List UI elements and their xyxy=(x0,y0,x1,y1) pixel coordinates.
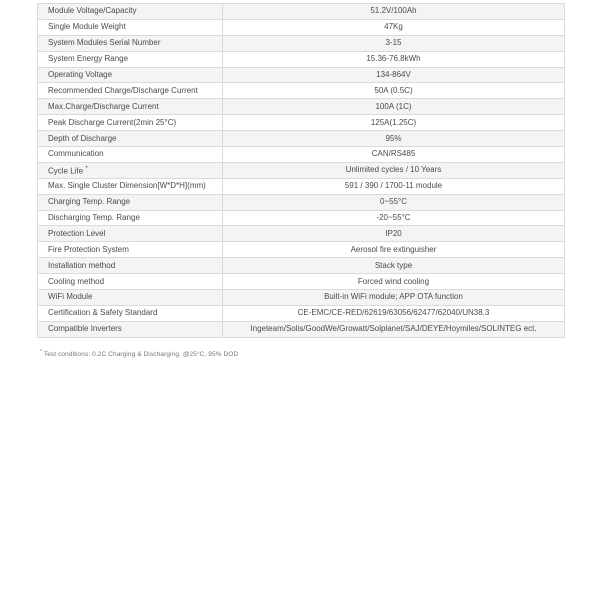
spec-value: CAN/RS485 xyxy=(223,147,565,163)
spec-value: Stack type xyxy=(223,258,565,274)
spec-label: Single Module Weight xyxy=(38,19,223,35)
spec-value: 3-15 xyxy=(223,35,565,51)
spec-label: Max.Charge/Discharge Current xyxy=(38,99,223,115)
footnote-marker-superscript: * xyxy=(85,165,88,172)
spec-label: Max. Single Cluster Dimension[W*D*H](mm) xyxy=(38,178,223,194)
table-row xyxy=(38,4,565,20)
spec-label: Recommended Charge/Discharge Current xyxy=(38,83,223,99)
table-row xyxy=(38,99,565,115)
spec-label: Charging Temp. Range xyxy=(38,194,223,210)
table-row xyxy=(38,67,565,83)
footnote-text: Test conditions: 0.2C Charging & Discharging. @25°C, 95% DOD xyxy=(43,351,239,359)
table-row xyxy=(38,274,565,290)
table-row xyxy=(38,131,565,147)
spec-label: System Modules Serial Number xyxy=(38,35,223,51)
specification-table-body xyxy=(38,4,565,338)
spec-value: IP20 xyxy=(223,226,565,242)
table-row xyxy=(38,258,565,274)
spec-label: Operating Voltage xyxy=(38,67,223,83)
spec-value: 15.36-76.8kWh xyxy=(223,51,565,67)
table-row xyxy=(38,19,565,35)
spec-label: WiFi Module xyxy=(38,290,223,306)
table-row xyxy=(38,35,565,51)
spec-label: Compatible Inverters xyxy=(38,321,223,337)
spec-value: Built-in WiFi module; APP OTA function xyxy=(223,290,565,306)
spec-value: 51.2V/100Ah xyxy=(223,4,565,20)
footnote xyxy=(40,349,238,358)
spec-value: Unlimited cycles / 10 Years xyxy=(223,162,565,178)
specification-table xyxy=(37,3,565,338)
table-row xyxy=(38,83,565,99)
table-row xyxy=(38,147,565,163)
table-row xyxy=(38,305,565,321)
table-row xyxy=(38,178,565,194)
spec-label-cycle-life xyxy=(38,162,223,178)
table-row xyxy=(38,115,565,131)
table-row xyxy=(38,321,565,337)
spec-value: 591 / 390 / 1700-11 module xyxy=(223,178,565,194)
spec-label: Communication xyxy=(38,147,223,163)
spec-value: 100A (1C) xyxy=(223,99,565,115)
table-row xyxy=(38,162,565,178)
spec-value: 134-864V xyxy=(223,67,565,83)
spec-value: Aerosol fire extinguisher xyxy=(223,242,565,258)
spec-label: Fire Protection System xyxy=(38,242,223,258)
spec-label: Certification & Safety Standard xyxy=(38,305,223,321)
spec-value: Ingeteam/Solis/GoodWe/Growatt/Solplanet/SAJ/DEYE/Hoymiles/SOLINTEG ect. xyxy=(223,321,565,337)
spec-label: Protection Level xyxy=(38,226,223,242)
spec-value: 47Kg xyxy=(223,19,565,35)
table-row xyxy=(38,210,565,226)
spec-label: Peak Discharge Current(2min 25°C) xyxy=(38,115,223,131)
spec-value: 0~55°C xyxy=(223,194,565,210)
spec-value: 50A (0.5C) xyxy=(223,83,565,99)
spec-label: Discharging Temp. Range xyxy=(38,210,223,226)
spec-label: Module Voltage/Capacity xyxy=(38,4,223,20)
spec-label: Cycle Life xyxy=(48,166,84,176)
spec-label: Installation method xyxy=(38,258,223,274)
table-row xyxy=(38,226,565,242)
spec-label: Cooling method xyxy=(38,274,223,290)
table-row xyxy=(38,51,565,67)
table-row xyxy=(38,194,565,210)
table-row xyxy=(38,290,565,306)
table-row xyxy=(38,242,565,258)
spec-value: 95% xyxy=(223,131,565,147)
spec-value: CE-EMC/CE-RED/62619/63056/62477/62040/UN38.3 xyxy=(223,305,565,321)
spec-label: System Energy Range xyxy=(38,51,223,67)
footnote-marker: * xyxy=(40,349,43,355)
spec-value: -20~55°C xyxy=(223,210,565,226)
spec-label: Depth of Discharge xyxy=(38,131,223,147)
spec-value: Forced wind cooling xyxy=(223,274,565,290)
spec-value: 125A(1.25C) xyxy=(223,115,565,131)
